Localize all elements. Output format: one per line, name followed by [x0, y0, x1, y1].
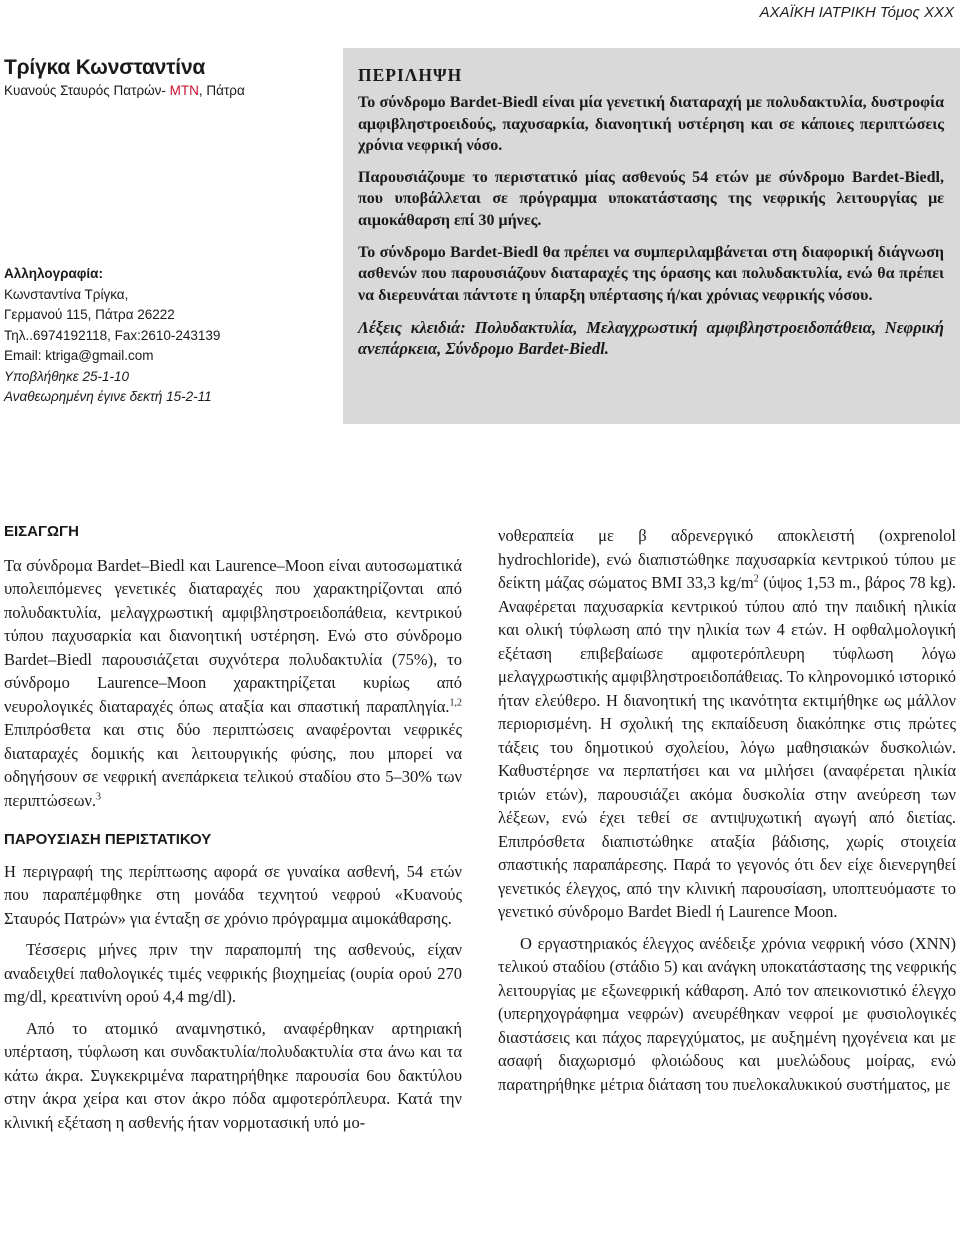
affiliation-city: , Πάτρα [198, 83, 245, 98]
correspondence-title: Αλληλογραφία: [4, 266, 103, 281]
intro-text-a: Τα σύνδρομα Bardet–Biedl και Laurence–Moon είναι αυτοσωματικά υπολειπόμενες γενετικές διαταραχές που χαρακτηρίζονται από πολυδακτυλία, μελαγχρωστική αμφιβληστροειδοπάθεια, κεντρικού τύπου παχυσαρκία και διανοητική υστέρηση. Ενώ στο σύνδρομο Bardet–Biedl παρουσιάζεται συχνότερα πολυδακτυλία (75%), το σύνδρομο Laurence–Moon χαρακτηρίζεται κυρίως από νευρολογικές διαταραχές όπως αταξία και σπαστική παραπληγία. [4, 555, 462, 716]
intro-heading: ΕΙΣΑΓΩΓΗ [4, 523, 79, 540]
abstract-box [343, 48, 960, 424]
abstract-keywords: Λέξεις κλειδιά: Πολυδακτυλία, Μελαγχρωστική αμφιβληστροειδοπάθεια, Νεφρική ανεπάρκεια, Σύνδρομο Bardet-Biedl. [358, 317, 944, 359]
case-heading: ΠΑΡΟΥΣΙΑΣΗ ΠΕΡΙΣΤΑΤΙΚΟΥ [4, 831, 212, 848]
accepted-date: Αναθεωρημένη έγινε δεκτή 15-2-11 [4, 389, 212, 404]
case-paragraph: Από το ατομικό αναμνηστικό, αναφέρθηκαν αρτηριακή υπέρταση, τύφλωση και συνδακτυλία/πολυδακτυλία στα άνω και τα κάτω άκρα. Συγκεκριμένα παρατηρήθηκε παρουσία 6ου δακτύλου στην άκρα χείρα και στον άκρο πόδα αμφοτερόπλευρα. Κατά την κλινική εξέταση η ασθενής ήταν νορμοτασική υπό μο- [4, 1018, 462, 1132]
case-paragraph: Η περιγραφή της περίπτωσης αφορά σε γυναίκα ασθενή, 54 ετών που παραπέμφθηκε στη μονάδα τεχνητού νεφρού «Κυανούς Σταυρός Πατρών» για ένταξη σε χρόνιο πρόγραμμα αιμοκάθαρσης. [4, 861, 462, 928]
author-block [4, 56, 334, 98]
right-paragraph: Ο εργαστηριακός έλεγχος ανέδειξε χρόνια νεφρική νόσο (ΧΝΝ) τελικού σταδίου (στάδιο 5) και ανάγκη υποκατάστασης της νεφρικής λειτουργίας με εξωνεφρική κάθαρση. Από τον απεικονιστικό έλεγχο (υπερηχογράφημα νεφρών) ανευρέθηκαν νεφροί με φυσιολογικές διαστάσεις και πάχος παρεγχύματος, με αυξημένη ηχογένεια και με ασαφή διαχωρισμό φλοιώδους και μυελώδους μοίρας, ενώ παρατηρήθηκε μέτρια διάταση του πυελοκαλυκικού συστήματος, με [498, 933, 956, 1094]
citation-ref: 3 [96, 791, 102, 802]
abstract-paragraph: Το σύνδρομο Bardet-Biedl θα πρέπει να συμπεριλαμβάνεται στη διαφορική διάγνωση ασθενών που παρουσιάζουν διαταραχές της όρασης και πολυδακτυλία, ενώ θα πρέπει να διερευνάται πάντοτε η ύπαρξη υπέρτασης ή/και χρόνιας νεφρικής νόσου. [358, 244, 944, 304]
correspondence-line: Γερμανού 115, Πάτρα 26222 [4, 307, 175, 322]
abstract-title: ΠΕΡΙΛΗΨΗ [358, 65, 463, 85]
author-affiliation [4, 83, 334, 98]
right-text-a: νοθεραπεία με β αδρενεργικό αποκλειστή (oxprenolol hydrochloride), ενώ διαπιστώθηκε παχυσαρκία κεντρικού τύπου με δείκτη μάζας σώματος ΒΜΙ 33,3 kg/m [498, 526, 956, 592]
abstract-paragraph: Το σύνδρομο Bardet-Biedl είναι μία γενετική διαταραχή με πολυδακτυλία, δυστροφία αμφιβληστροειδούς, παχυσαρκία, διανοητική υστέρηση και σε κάποιες περιπτώσεις χρόνια νεφρική νόσο. [358, 94, 944, 154]
right-paragraph [498, 524, 956, 924]
intro-paragraph [4, 554, 462, 813]
correspondence-line: Κωνσταντίνα Τρίγκα, [4, 286, 129, 302]
author-name: Τρίγκα Κωνσταντίνα [4, 56, 206, 79]
submitted-date: Υποβλήθηκε 25-1-10 [4, 368, 130, 384]
case-paragraph: Τέσσερις μήνες πριν την παραπομπή της ασθενούς, είχαν αναδειχθεί παθολογικές τιμές νεφρικής βιοχημείας (ουρία ορού 270 mg/dl, κρεατινίνη ορού 4,4 mg/dl). [4, 940, 462, 1006]
unit-superscript: 2 [753, 573, 759, 585]
affiliation-unit: ΜΤΝ [169, 83, 199, 98]
correspondence-block [4, 264, 334, 408]
correspondence-email: Email: ktriga@gmail.com [4, 348, 154, 363]
citation-ref: 1,2 [449, 697, 462, 708]
left-column [4, 520, 462, 1134]
right-text-b: (ύψος 1,53 m., βάρος 78 kg). Αναφέρεται παχυσαρκία κεντρικού τύπου από την παιδική ηλικία και ολική τύφλωση από την ηλικία των 4 ετών. Η οφθαλμολογική εξέταση επιβεβαίωσε αμφοτερόπλευρη τύφλωση λόγω μελαγχρωστικής αμφιβληστροειδοπάθειας. Το κληρονομικό ιστορικό ήταν ελεύθερο. Η διανοητική της ικανότητα εκτιμήθηκε ως μάλλον περιορισμένη. Η σχολική της εκπαίδευση διακόπηκε στις πρώτες τάξεις του δημοτικού σχολείου, λόγω μαθησιακών δυσκολιών. Καθυστέρησε να περπατήσει και να μιλήσει (αναφέρεται ηλικία τριών ετών), παρουσιάζει ακόμα δυσκολία στην ανεύρεση των λέξεων, ενώ έχει τεθεί σε αντιψυχωτική αγωγή από διετίας. Επιπρόσθετα διαπιστώθηκε αταξία βάδισης, χωρίς στοιχεία σπαστικής παραπάρεσης. Παρά το γεγονός ότι δεν είχε διενεργηθεί γενετικός έλεγχος, από την κλινική παρουσίαση, υποπτευόμαστε το γενετικό σύνδρομο Bardet Biedl ή Laurence Moon. [498, 573, 956, 921]
right-column [498, 524, 956, 1096]
intro-text-b: Επιπρόσθετα και στις δύο περιπτώσεις αναφέρονται νεφρικές διαταραχές δομικής και λειτουργικής φύσης, που μπορεί να οδηγήσουν σε νεφρική ανεπάρκεια τελικού σταδίου στο 5–30% των περιπτώσεων. [4, 720, 462, 810]
journal-running-head: ΑΧΑΪΚΗ ΙΑΤΡΙΚΗ Τόμος XXX [759, 4, 954, 21]
affiliation-text: Κυανούς Σταυρός Πατρών- [4, 83, 170, 98]
abstract-paragraph: Παρουσιάζουμε το περιστατικό μίας ασθενούς 54 ετών με σύνδρομο Bardet-Biedl, που υποβάλλεται σε πρόγραμμα υποκατάστασης της νεφρικής λειτουργίας με αιμοκάθαρση επί 30 μήνες. [358, 169, 944, 229]
correspondence-line: Τηλ..6974192118, Fax:2610-243139 [4, 327, 221, 343]
